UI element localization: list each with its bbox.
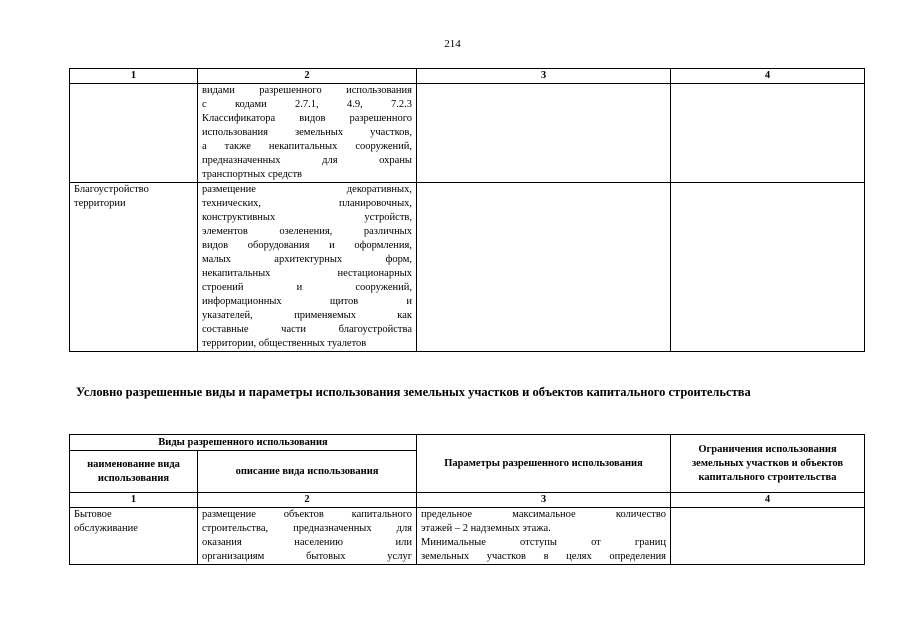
- name-line: территории: [74, 198, 126, 209]
- description-line: малых архитектурных форм,: [202, 254, 412, 265]
- header-use-types: Виды разрешенного использования: [70, 435, 417, 451]
- parameter-line: предельное максимальное количество: [421, 509, 667, 520]
- limitations-cell: [671, 508, 865, 565]
- header-parameters: Параметры разрешенного использования: [417, 435, 671, 493]
- description-line: использования земельных участков,: [202, 127, 412, 138]
- conditional-use-table: [69, 434, 865, 565]
- description-line: элементов озеленения, различных: [202, 226, 412, 237]
- use-description-cell: [198, 508, 417, 565]
- use-description-cell: [198, 183, 417, 352]
- description-line: указателей, применяемых как: [202, 310, 412, 321]
- name-line: Благоустройство: [74, 184, 149, 195]
- description-line: технических, планировочных,: [202, 198, 412, 209]
- parameter-line: земельных участков в целях определения: [421, 551, 667, 562]
- column-number: 2: [198, 69, 417, 84]
- section-heading: Условно разрешенные виды и параметры использования земельных участков и объектов капитального строительства: [76, 385, 751, 399]
- limitations-cell: [671, 183, 865, 352]
- limitations-cell: [671, 84, 865, 183]
- column-number: 4: [671, 69, 865, 84]
- description-line: некапитальных нестационарных: [202, 268, 412, 279]
- description-line: с кодами 2.7.1, 4.9, 7.2.3: [202, 99, 412, 110]
- header-use-name: наименование вида использования: [70, 451, 198, 493]
- description-line: а также некапитальных сооружений,: [202, 141, 412, 152]
- table-row: [70, 508, 865, 565]
- description-line: видов оборудования и оформления,: [202, 240, 412, 251]
- column-number: 3: [417, 69, 671, 84]
- column-number-row: [70, 69, 865, 84]
- column-number: 4: [671, 493, 865, 508]
- land-use-table-continued: [69, 68, 865, 352]
- use-name-cell: [70, 183, 198, 352]
- parameter-line: Минимальные отступы от границ: [421, 537, 667, 548]
- parameters-cell: [417, 508, 671, 565]
- use-description-cell: [198, 84, 417, 183]
- table-row: [70, 183, 865, 352]
- header-row: [70, 435, 865, 451]
- description-line: информационных щитов и: [202, 296, 412, 307]
- use-name-cell: [70, 508, 198, 565]
- description-line: организациям бытовых услуг: [202, 551, 413, 562]
- parameter-line: этажей – 2 надземных этажа.: [421, 523, 551, 534]
- parameters-cell: [417, 84, 671, 183]
- description-line: строительства, предназначенных для: [202, 523, 413, 534]
- description-line: размещение декоративных,: [202, 184, 412, 195]
- parameters-cell: [417, 183, 671, 352]
- column-number: 1: [70, 69, 198, 84]
- description-line: размещение объектов капитального: [202, 509, 413, 520]
- header-limitations: Ограничения использования земельных участков и объектов капитального строительства: [671, 435, 865, 493]
- description-line: Классификатора видов разрешенного: [202, 113, 412, 124]
- use-name-cell: [70, 84, 198, 183]
- name-line: Бытовое: [74, 509, 112, 520]
- header-use-description: описание вида использования: [198, 451, 417, 493]
- name-line: обслуживание: [74, 523, 138, 534]
- description-line: транспортных средств: [202, 169, 303, 180]
- description-line: предназначенных для охраны: [202, 155, 412, 166]
- column-number-row: [70, 493, 865, 508]
- table-row: [70, 84, 865, 183]
- page-number: 214: [444, 38, 461, 50]
- description-line: конструктивных устройств,: [202, 212, 412, 223]
- description-line: строений и сооружений,: [202, 282, 412, 293]
- column-number: 1: [70, 493, 198, 508]
- description-line: видами разрешенного использования: [202, 85, 412, 96]
- description-line: составные части благоустройства: [202, 324, 412, 335]
- column-number: 2: [198, 493, 417, 508]
- description-line: оказания населению или: [202, 537, 413, 548]
- description-line: территории, общественных туалетов: [202, 338, 367, 349]
- column-number: 3: [417, 493, 671, 508]
